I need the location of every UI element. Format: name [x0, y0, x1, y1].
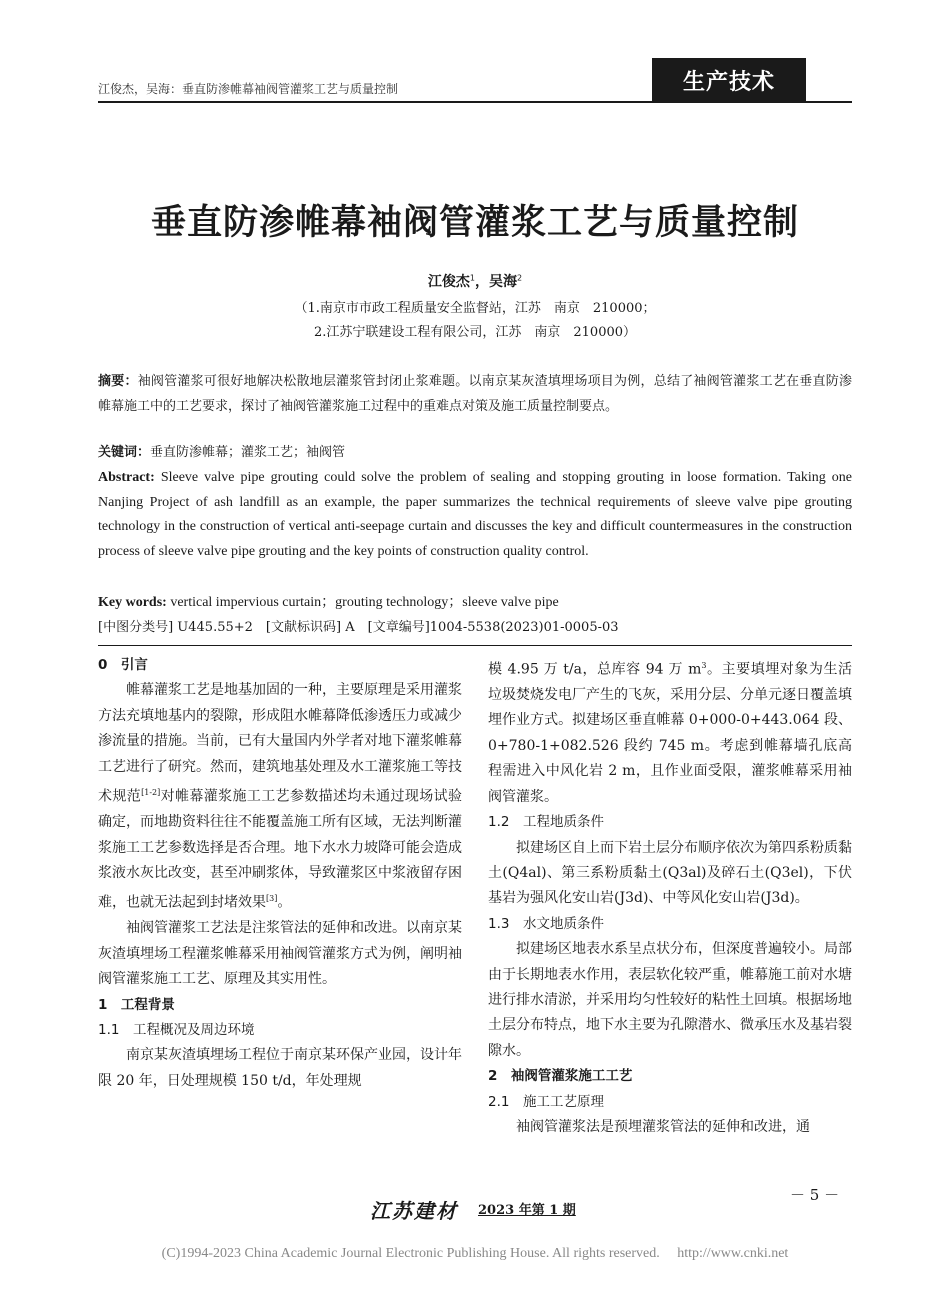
article-no-value: 1004-5538(2023)01-0005-03 — [429, 620, 619, 635]
running-head: 江俊杰，吴海：垂直防渗帷幕袖阀管灌浆工艺与质量控制 — [98, 82, 399, 96]
body-paragraph: 袖阀管灌浆工艺法是注浆管法的延伸和改进。以南京某灰渣填埋场工程灌浆帷幕采用袖阀管灌浆方式为例，阐明袖阀管灌浆施工工艺、原理及其实用性。 — [98, 920, 462, 988]
abstract-zh-text: 袖阀管灌浆可很好地解决松散地层灌浆管封闭止浆难题。以南京某灰渣填埋场项目为例，总结了袖阀管灌浆工艺在垂直防渗帷幕施工中的工艺要求，探讨了袖阀管灌浆施工过程中的重难点对策及施工质量控制要点。 — [98, 374, 852, 414]
body-paragraph — [488, 653, 852, 810]
classification-line — [98, 616, 852, 641]
text-run: 模 4.95 万 t/a，总库容 94 万 m — [488, 661, 702, 678]
article-title: 垂直防渗帷幕袖阀管灌浆工艺与质量控制 — [150, 202, 799, 243]
subsection-heading: 1.2 工程地质条件 — [488, 814, 604, 831]
text-run: 帷幕灌浆工艺是地基加固的一种，主要原理是采用灌浆方法充填地基内的裂隙，形成阻水帷幕降低渗透压力或减少渗流量的措施。当前，已有大量国内外学者对地下灌浆帷幕工艺进行了研究。然而，建筑地基处理及水工灌浆施工等技术规范 — [98, 682, 462, 805]
body-paragraph: 拟建场区自上而下岩土层分布顺序依次为第四系粉质黏土(Q4al)、第三系粉质黏土(Q3al)及碎石土(Q3el)，下伏基岩为强风化安山岩(J3d)、中等风化安山岩(J3d)。 — [488, 839, 852, 907]
citation: [1-2] — [141, 788, 161, 798]
abstract-en-text: Sleeve valve pipe grouting could solve the problem of sealing and stopping grouting in loose formation. Taking one Nanjing Project of ash landfill as an example, the paper summarizes the technical requirements of sleeve valve pipe grouting technology in the construction of vertical anti-seepage curtain and discusses the key and difficult countermeasures in the construction process of sleeve valve pipe grouting and the key points of construction quality control. — [98, 470, 852, 559]
keywords-zh — [98, 441, 852, 466]
body-paragraph: 南京某灰渣填埋场工程位于南京某环保产业园，设计年限 20 年，日处理规模 150 t/d，年处理规 — [98, 1047, 462, 1089]
doc-value: A — [345, 620, 355, 635]
subsection-heading: 2.1 施工工艺原理 — [488, 1093, 604, 1110]
author-superscript: 1 — [469, 273, 475, 283]
author-superscript: 2 — [517, 273, 523, 283]
author-name: 江俊杰 — [427, 274, 470, 290]
subsection-heading: 1.3 水文地质条件 — [488, 915, 604, 932]
keywords-en-label: Key words: — [98, 595, 167, 610]
body-column-right — [488, 653, 852, 1140]
text-run: 。主要填埋对象为生活垃圾焚烧发电厂产生的飞灰，采用分层、分单元逐日覆盖填埋作业方式。拟建场区垂直帷幕 0+000-0+443.064 段、0+780-1+082.526 段约 745 m。考虑到帷幕墙孔底高程需进入中风化岩 2 m，且作业面受限，灌浆帷幕采用袖阀管灌浆。 — [488, 661, 853, 805]
section-badge: 生产技术 — [652, 58, 806, 102]
abstract-zh-label: 摘要： — [98, 374, 138, 389]
section-heading: 1 工程背景 — [98, 996, 175, 1013]
keywords-en — [98, 591, 852, 616]
keywords-en-text: vertical impervious curtain；grouting technology；sleeve valve pipe — [170, 595, 559, 610]
abstract-rule — [98, 645, 852, 646]
affiliation-line: 2.江苏宁联建设工程有限公司，江苏 南京 210000） — [313, 325, 637, 340]
abstract-zh — [98, 370, 852, 419]
abstract-en-label: Abstract: — [98, 470, 155, 485]
section-heading: 0 引言 — [98, 657, 148, 673]
clc-label: [中图分类号] — [98, 620, 174, 635]
body-column-left — [98, 653, 462, 1094]
affiliation-line: （1.南京市市政工程质量安全监督站，江苏 南京 210000； — [294, 301, 656, 316]
header-rule — [98, 101, 852, 103]
keywords-zh-text: 垂直防渗帷幕；灌浆工艺；袖阀管 — [150, 445, 346, 460]
keywords-zh-label: 关键词： — [98, 445, 151, 460]
doc-label: [文献标识码] — [265, 620, 342, 635]
clc-value: U445.55+2 — [177, 620, 253, 635]
abstract-en — [98, 466, 852, 564]
subsection-heading: 1.1 工程概况及周边环境 — [98, 1022, 255, 1038]
section-heading: 2 袖阀管灌浆施工工艺 — [488, 1068, 633, 1085]
author-line — [98, 271, 852, 291]
text-run: 。 — [277, 894, 292, 911]
text-run: 对帷幕灌浆施工工艺参数描述均未通过现场试验确定，而地勘资料往往不能覆盖施工所有区域，无法判断灌浆施工工艺参数选择是否合理。地下水水力坡降可能会造成浆液水灰比改变，甚至冲刷浆体，导致灌浆区中浆液留存困难，也就无法起到封堵效果 — [98, 788, 462, 911]
article-no-label: [文章编号] — [367, 620, 430, 635]
author-name: 吴海 — [489, 274, 517, 290]
superscript: 3 — [701, 661, 707, 670]
journal-logo: 江苏建材 — [370, 1199, 458, 1223]
body-paragraph — [98, 678, 462, 916]
citation: [3] — [266, 894, 278, 904]
body-paragraph: 袖阀管灌浆法是预埋灌浆管法的延伸和改进，通 — [516, 1118, 810, 1135]
body-paragraph: 拟建场区地表水系呈点状分布，但深度普遍较小。局部由于长期地表水作用，表层软化较严重，帷幕施工前对水塘进行排水清淤，并采用均匀性较好的粘性土回填。根据场地土层分布特点，地下水主要为孔隙潜水、微承压水及基岩裂隙水。 — [488, 941, 852, 1059]
journal-issue: 2023 年第 1 期 — [478, 1203, 576, 1218]
page-number: － 5 － — [790, 1186, 840, 1204]
copyright-notice: (C)1994-2023 China Academic Journal Electronic Publishing House. All rights reserved. http://www.cnki.net — [161, 1246, 789, 1261]
author-separator: ， — [475, 274, 489, 290]
